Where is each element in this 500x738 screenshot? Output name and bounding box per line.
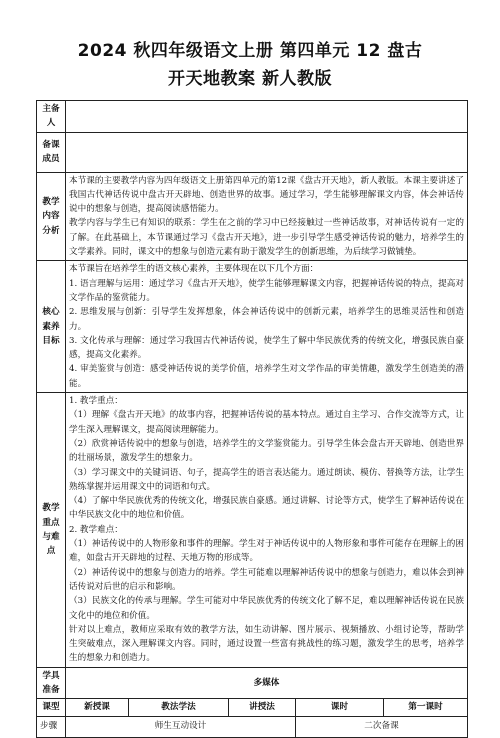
- prep-members-label: 备课成员: [37, 132, 66, 172]
- prep-members-value: [66, 132, 468, 172]
- teaching-method-label: 教法学法: [129, 699, 229, 716]
- literacy-paragraph: 1. 语言理解与运用：通过学习《盘古开天地》，使学生能够理解课文内容，把握神话传说的特点，提高对文学作品的鉴赏能力。: [69, 278, 464, 303]
- key-paragraph: （4）了解中华民族优秀的传统文化，增强民族自豪感。通过讲解、讨论等方式，使学生了解神话传说在中华民族文化中的地位和价值。: [69, 496, 464, 521]
- key-paragraph: 1. 教学重点：: [69, 396, 123, 407]
- lecturer-value: [66, 101, 468, 133]
- key-points-content: [66, 393, 468, 668]
- lesson-type-value: 新授课: [66, 699, 129, 716]
- literacy-content: [66, 261, 468, 393]
- second-prep-label: 二次备课: [296, 716, 468, 737]
- key-paragraph: （1）神话传说中的人物形象和事件的理解。学生对于神话传说中的人物形象和事件可能存在理解上的困难，如盘古开天辟地的过程、天地万物的形成等。: [69, 539, 464, 564]
- lecturer-label: 主备人: [37, 101, 66, 133]
- lesson-plan-table: [36, 100, 468, 738]
- lesson-type-label: 课型: [37, 699, 66, 716]
- key-paragraph: （2）神话传说中的想象与创造力的培养。学生可能难以理解神话传说中的想象与创造力，难以体会到神话传说对后世的启示和影响。: [69, 567, 464, 592]
- literacy-label: 核心素养目标: [37, 261, 66, 393]
- tools-row: [37, 667, 468, 699]
- document-title-line-2: 开天地教案 新人教版: [168, 69, 332, 89]
- steps-label: 步骤: [37, 716, 66, 737]
- key-paragraph: 针对以上难点，教师应采取有效的教学方法，如生动讲解、图片展示、视频播放、小组讨论等，帮助学生突破难点，深入理解课文内容。同时，通过设置一些富有挑战性的练习题，激发学生的思考，培养学生的想象力和创造力。: [69, 624, 464, 664]
- key-points-row: [37, 393, 468, 668]
- analysis-paragraph: 教学内容与学生已有知识的联系：学生在之前的学习中已经接触过一些神话故事，对神话传说有一定的了解。在此基础上，本节课通过学习《盘古开天地》，进一步引导学生感受神话传说的魅力，培养学生的文学素养。同时，课文中的想象与创造元素有助于激发学生的创新思维，为后续学习做铺垫。: [69, 218, 464, 258]
- analysis-label: 教学内容分析: [37, 172, 66, 261]
- analysis-content: [66, 172, 468, 261]
- literacy-paragraph: 2. 思维发展与创新：引导学生发挥想象，体会神话传说中的创新元素，培养学生的思维灵活性和创造力。: [69, 307, 464, 332]
- key-paragraph: （3）民族文化的传承与理解。学生可能对中华民族优秀的传统文化了解不足，难以理解神话传说在民族文化中的地位和价值。: [69, 596, 464, 621]
- lesson-type-row: [37, 699, 468, 716]
- analysis-row: [37, 172, 468, 261]
- lesson-hours-value: 第一课时: [384, 699, 468, 716]
- key-paragraph: （1）理解《盘古开天地》的故事内容，把握神话传说的基本特点。通过自主学习、合作交流等方式，让学生深入理解课文，提高阅读理解能力。: [69, 410, 464, 435]
- lesson-hours-label: 课时: [296, 699, 384, 716]
- steps-row: [37, 716, 468, 737]
- tools-value: 多媒体: [66, 667, 468, 699]
- document-title-line-1: 2024 秋四年级语文上册 第四单元 12 盘古: [77, 41, 423, 61]
- key-paragraph: （3）学习课文中的关键词语、句子，提高学生的语言表达能力。通过朗读、模仿、替换等方法，让学生熟练掌握并运用课文中的词语和句式。: [69, 467, 464, 492]
- literacy-paragraph: 3. 文化传承与理解：通过学习我国古代神话传说，使学生了解中华民族优秀的传统文化，增强民族自豪感，提高文化素养。: [69, 335, 464, 361]
- literacy-paragraph: 本节课旨在培养学生的语文核心素养，主要体现在以下几个方面：: [69, 264, 319, 275]
- key-paragraph: 2. 教学难点：: [69, 524, 123, 535]
- key-paragraph: （2）欣赏神话传说中的想象与创造，培养学生的文学鉴赏能力。引导学生体会盘古开天辟地、创造世界的壮丽场景，激发学生的想象力。: [69, 438, 464, 464]
- prep-members-row: [37, 132, 468, 172]
- key-points-label: 教学重点与难点: [37, 393, 66, 668]
- interaction-design-label: 师生互动设计: [66, 716, 296, 737]
- tools-label: 学具准备: [37, 667, 66, 699]
- teaching-method-value: 讲授法: [229, 699, 296, 716]
- analysis-paragraph: 本节课的主要教学内容为四年级语文上册第四单元的第12课《盘古开天地》，新人教版。本课主要讲述了我国古代神话传说中盘古开天辟地、创造世界的故事。通过学习，学生能够理解课文内容，体会神话传说中的想象与创造，提高阅读感悟能力。: [69, 175, 464, 215]
- literacy-row: [37, 261, 468, 393]
- lecturer-row: [37, 101, 468, 133]
- literacy-paragraph: 4. 审美鉴赏与创造：感受神话传说的美学价值，培养学生对文学作品的审美情趣，激发学生创造美的潜能。: [69, 364, 464, 389]
